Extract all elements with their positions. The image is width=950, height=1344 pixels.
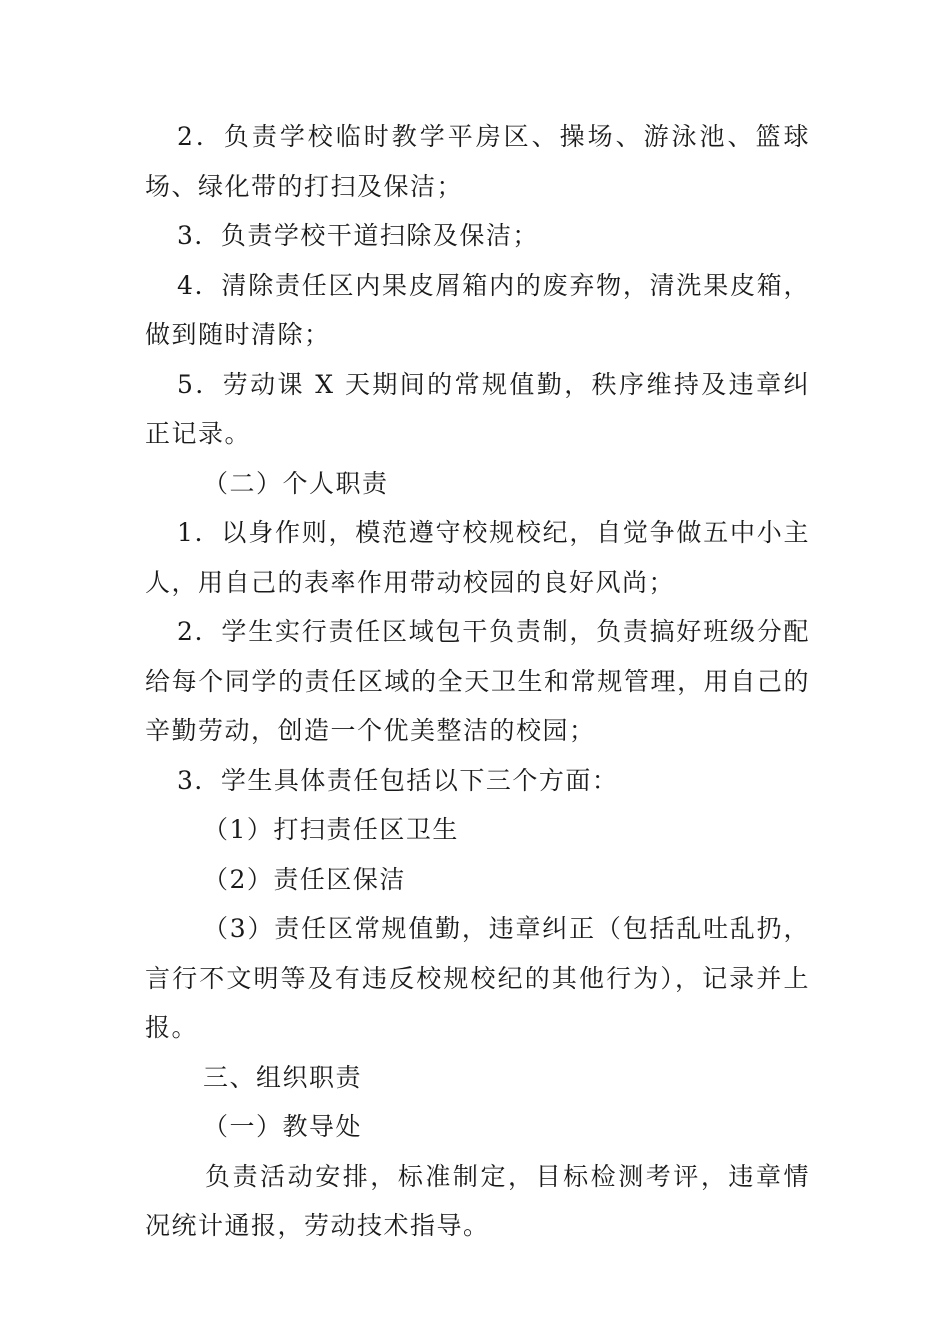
paragraph-duty-3: 3．负责学校干道扫除及保洁；: [177, 221, 539, 250]
list-item-keep-clean: （2）责任区保洁: [203, 864, 406, 894]
subsection-heading-teaching-office: （一）教导处: [203, 1112, 363, 1141]
list-item-clean-area: （1）打扫责任区卫生: [203, 815, 459, 844]
paragraph-personal-1: 1．以身作则，模范遵守校规校纪，自觉争做五中小主人，用自己的表率作用带动校园的良好风尚；: [145, 518, 810, 597]
paragraph-duty-5: 5．劳动课 X 天期间的常规值勤，秩序维持及违章纠正记录。: [145, 369, 810, 448]
section-heading-personal-duties: （二）个人职责: [203, 468, 389, 498]
paragraph-personal-3: 3．学生具体责任包括以下三个方面：: [177, 765, 619, 795]
section-heading-organization-duties: 三、组织职责: [203, 1062, 363, 1092]
paragraph-duty-4: 4．清除责任区内果皮屑箱内的废弃物，清洗果皮箱，做到随时清除；: [145, 270, 810, 349]
paragraph-duty-2: 2．负责学校临时教学平房区、操场、游泳池、篮球场、绿化带的打扫及保洁；: [145, 122, 810, 201]
list-item-routine-duty: （3）责任区常规值勤，违章纠正（包括乱吐乱扔，言行不文明等及有违反校规校纪的其他行为），记录并上报。: [145, 914, 810, 1042]
document-body: [145, 112, 810, 1251]
paragraph-teaching-office: 负责活动安排，标准制定，目标检测考评，违章情况统计通报，劳动技术指导。: [145, 1161, 810, 1240]
paragraph-personal-2: 2．学生实行责任区域包干负责制，负责搞好班级分配给每个同学的责任区域的全天卫生和常规管理，用自己的辛勤劳动，创造一个优美整洁的校园；: [145, 617, 810, 745]
